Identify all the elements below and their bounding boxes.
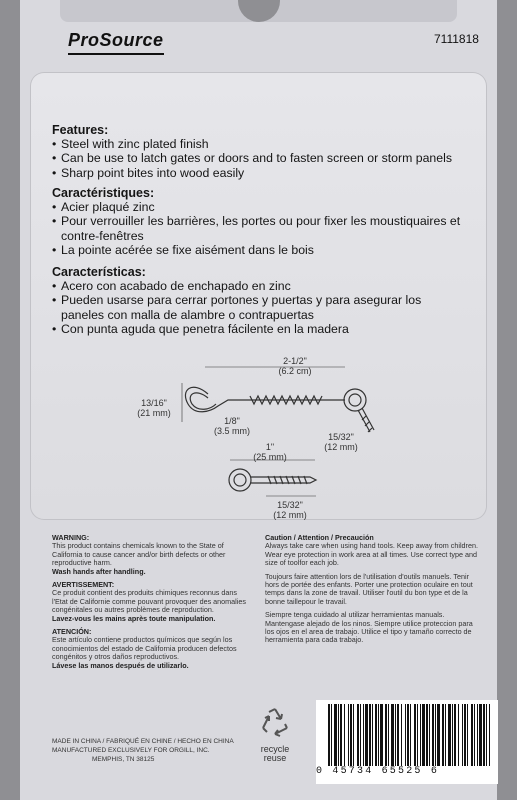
avert-title: AVERTISSEMENT: (52, 580, 115, 590)
dim-overall: 2-1/2" (6.2 cm) (278, 356, 312, 376)
barcode-bars (328, 704, 490, 766)
upc-barcode (316, 700, 498, 784)
dim-hook-height: 13/16" (21 mm) (137, 398, 171, 418)
barcode-bar (331, 704, 332, 766)
barcode-bar (429, 704, 430, 766)
barcode-bar (454, 704, 456, 766)
feature-item: • Con punta aguda que penetra fácilente en la madera (52, 322, 464, 336)
feature-item: • Steel with zinc plated finish (52, 137, 452, 151)
barcode-digits: 0 45734 65525 6 (316, 766, 440, 777)
barcode-bar (360, 704, 361, 766)
barcode-bar (422, 704, 425, 766)
brand-logo: ProSource (68, 30, 164, 50)
barcode-bar (448, 704, 451, 766)
barcode-bar (388, 704, 389, 766)
feature-item: • Acier plaqué zinc (52, 200, 462, 214)
warning-bold: Wash hands after handling. (52, 566, 146, 576)
barcode-bar (348, 704, 349, 766)
barcode-bar (350, 704, 352, 766)
barcode-bar (471, 704, 473, 766)
barcode-bar (378, 704, 379, 766)
barcode-bar (369, 704, 371, 766)
barcode-bar (353, 704, 354, 766)
barcode-bar (458, 704, 459, 766)
reuse-label: reuse (263, 753, 287, 763)
barcode-bar (363, 704, 364, 766)
dim-eye-screw: 15/32" (12 mm) (324, 432, 358, 452)
features-french (52, 186, 462, 257)
barcode-bar (340, 704, 342, 766)
warning-text: This product contains chemicals known to the State of California to cause cancer and/or birth defects or other reproductive harm. (52, 541, 226, 568)
barcode-bar (467, 704, 468, 766)
barcode-bar (334, 704, 337, 766)
barcode-bar (462, 704, 463, 766)
barcode-bar (477, 704, 478, 766)
barcode-bar (365, 704, 368, 766)
barcode-bar (464, 704, 466, 766)
sku-number: 7111818 (434, 32, 479, 46)
barcode-bar (405, 704, 406, 766)
barcode-bar (452, 704, 453, 766)
barcode-bar (328, 704, 330, 766)
barcode-bar (385, 704, 387, 766)
feature-item: • Pour verrouiller les barrières, les portes ou pour fixer les moustiquaires et contre-fenêtres (52, 214, 462, 242)
barcode-bar (426, 704, 428, 766)
recycle-label: recycle (260, 744, 290, 754)
avert-bold: Lavez-vous les mains après toute manipulation. (52, 613, 216, 623)
caution-title: Caution / Attention / Precaución (265, 533, 374, 542)
warning-block (52, 534, 252, 670)
feature-item: • Sharp point bites into wood easily (52, 166, 452, 180)
warning-title: WARNING: (52, 533, 90, 542)
atencion-text: Este artículo contiene productos químicos que según los conocimientos del estado de California producen defectos congénitos y otros daños reproductivos. (52, 635, 237, 662)
barcode-bar (442, 704, 444, 766)
barcode-bar (414, 704, 416, 766)
dim-eye-thread: 15/32" (12 mm) (273, 500, 307, 520)
barcode-bar (357, 704, 359, 766)
made-in-china-text: MADE IN CHINA / FABRIQUÉ EN CHINE / HECHO EN CHINA MANUFACTURED EXCLUSIVELY FOR ORGILL, INC. MEMPHIS, TN 38125 (52, 738, 234, 763)
barcode-bar (338, 704, 339, 766)
barcode-bar (437, 704, 440, 766)
features-english (52, 123, 452, 180)
barcode-bar (435, 704, 436, 766)
barcode-bar (407, 704, 409, 766)
caution-block (265, 534, 480, 645)
atencion-title: ATENCIÓN: (52, 627, 92, 637)
features-heading-en: Features: (52, 123, 109, 137)
caution-fr: Toujours faire attention lors de l'utilisation d'outils manuels. Tenir hors de portée des enfants. Porter une protection oculaire en tout temps dans la zone de travail. Utiliser l'outil du bon type et de la bonne taillepour le travail. (265, 571, 473, 606)
features-heading-fr: Caractéristiques: (52, 186, 155, 200)
barcode-bar (479, 704, 482, 766)
barcode-bar (401, 704, 402, 766)
barcode-bar (432, 704, 434, 766)
dim-wire: 1/8" (3.5 mm) (214, 416, 250, 436)
barcode-bar (474, 704, 475, 766)
feature-item: • Can be use to latch gates or doors and to fasten screen or storm panels (52, 151, 452, 165)
recycle-logo (255, 704, 295, 774)
atencion-bold: Lávese las manos después de utilizarlo. (52, 660, 189, 670)
barcode-bar (417, 704, 418, 766)
barcode-bar (372, 704, 373, 766)
barcode-bar (489, 704, 490, 766)
barcode-bar (395, 704, 396, 766)
barcode-bar (380, 704, 383, 766)
barcode-bar (397, 704, 399, 766)
recycle-icon (257, 704, 293, 740)
hook-dimension-diagram (137, 350, 380, 525)
caution-es: Siempre tenga cuidado al utilizar herramientas manuals. Mantengase alejado de los ninos. Siempre utilice proteccion para los ojos en el area de trabajo. Utilice el tipo y tamaño correcto de herramienta para cada trabajo. (265, 610, 473, 645)
barcode-bar (410, 704, 411, 766)
barcode-bar (445, 704, 446, 766)
features-spanish (52, 265, 464, 336)
avert-text: Ce produit contient des produits chimiques reconnus dans l'Etat de Californie comme pouvant provoquer des anomalies congénitales ou autres problèmes de reproduction. (52, 588, 246, 615)
barcode-bar (486, 704, 487, 766)
features-heading-es: Características: (52, 265, 146, 279)
barcode-bar (391, 704, 394, 766)
barcode-bar (483, 704, 485, 766)
barcode-bar (375, 704, 377, 766)
feature-item: • La pointe acérée se fixe aisément dans le bois (52, 243, 462, 257)
barcode-bar (344, 704, 345, 766)
barcode-bar (420, 704, 421, 766)
caution-en: Always take care when using hand tools. Keep away from children. Wear eye protection in work area at all times. Use correct type and size of toolfor each job. (265, 541, 478, 568)
feature-item: • Pueden usarse para cerrar portones y puertas y para asegurar los paneles con malla de alambre o contrapuertas (52, 293, 464, 321)
dim-eye-length: 1" (25 mm) (253, 442, 287, 462)
feature-item: • Acero con acabado de enchapado en zinc (52, 279, 464, 293)
